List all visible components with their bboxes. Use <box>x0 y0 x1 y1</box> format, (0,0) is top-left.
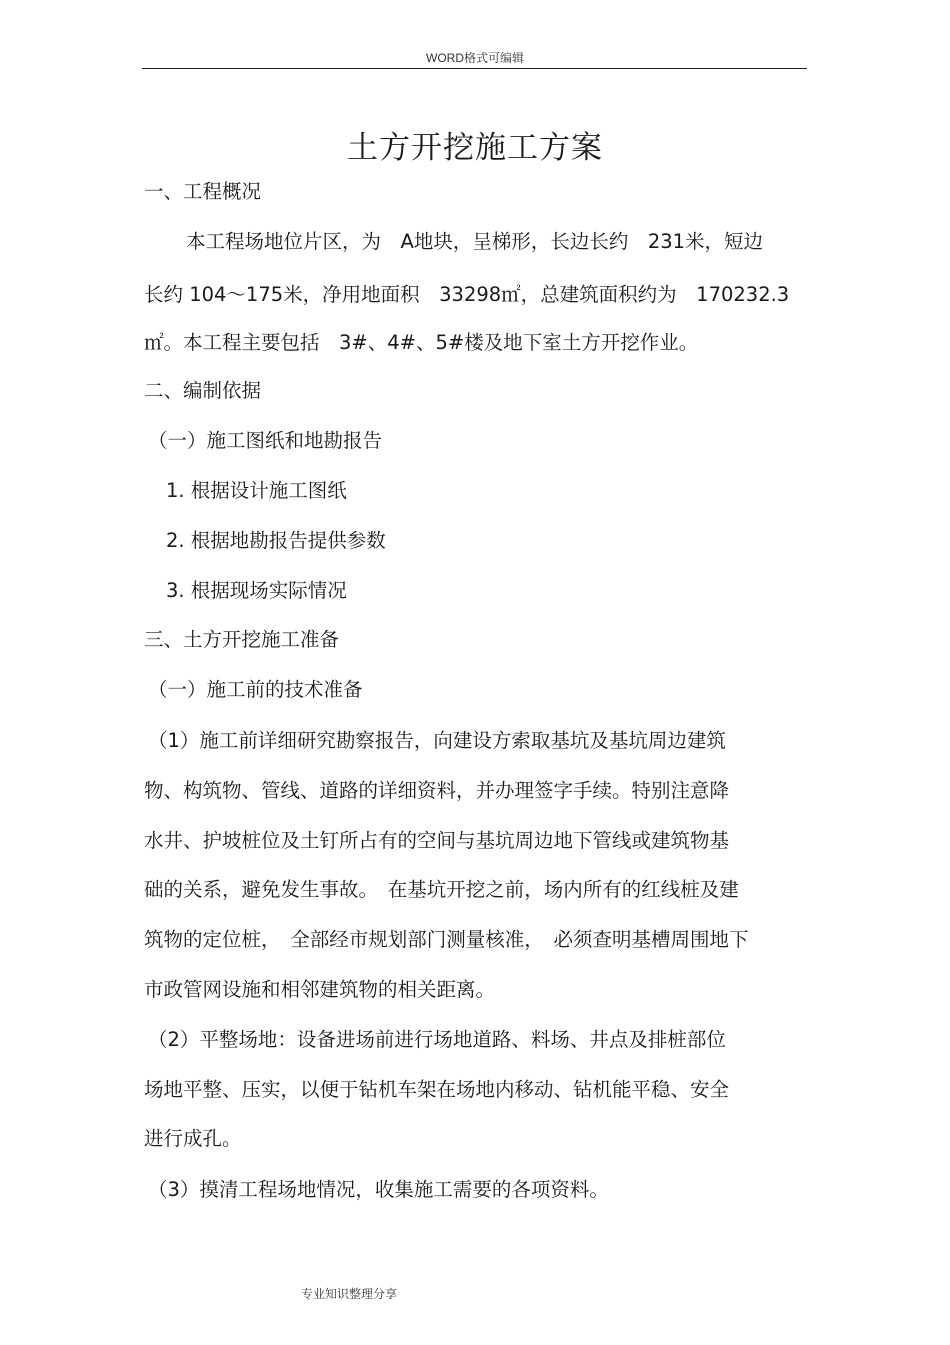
paragraph-line: 场地平整、压实，以便于钻机车架在场地内移动、钻机能平稳、安全 <box>144 1078 730 1101</box>
list-item: 2. 根据地勘报告提供参数 <box>166 529 386 552</box>
paragraph-line: 长约 104～175米，净用地面积 33298㎡，总建筑面积约为 170232.3 <box>144 283 790 306</box>
paragraph-line: 水井、护坡桩位及土钉所占有的空间与基坑周边地下管线或建筑物基 <box>144 829 730 852</box>
paragraph-line: 础的关系，避免发生事故。 在基坑开挖之前，场内所有的红线桩及建 <box>144 878 739 901</box>
page-header: WORD格式可编辑 <box>426 51 524 65</box>
section-heading-preparation: 三、土方开挖施工准备 <box>144 628 340 651</box>
subsection-heading: （一）施工图纸和地勘报告 <box>148 429 383 452</box>
paragraph-line: 本工程场地位片区，为 A地块，呈梯形，长边长约 231米，短边 <box>186 230 764 253</box>
paragraph-line: 市政管网设施和相邻建筑物的相关距离。 <box>144 978 496 1001</box>
header-divider <box>142 68 807 69</box>
paragraph-line: （3）摸清工程场地情况，收集施工需要的各项资料。 <box>148 1178 609 1201</box>
paragraph-line: 进行成孔。 <box>144 1127 242 1150</box>
paragraph-line: （1）施工前详细研究勘察报告，向建设方索取基坑及基坑周边建筑 <box>148 729 726 752</box>
subsection-heading: （一）施工前的技术准备 <box>148 678 363 701</box>
paragraph-line: 筑物的定位桩， 全部经市规划部门测量核准， 必须查明基槽周围地下 <box>144 928 749 951</box>
list-item: 3. 根据现场实际情况 <box>166 579 347 602</box>
paragraph-line: （2）平整场地：设备进场前进行场地道路、料场、井点及排桩部位 <box>148 1028 726 1051</box>
paragraph-line: 物、构筑物、管线、道路的详细资料，并办理签字手续。特别注意降 <box>144 779 730 802</box>
list-item: 1. 根据设计施工图纸 <box>166 479 347 502</box>
section-heading-overview: 一、工程概况 <box>144 180 262 203</box>
section-heading-basis: 二、编制依据 <box>144 379 262 402</box>
paragraph-line: ㎡。本工程主要包括 3#、4#、5#楼及地下室土方开挖作业。 <box>144 331 699 354</box>
document-title: 土方开挖施工方案 <box>347 130 603 166</box>
page-footer: 专业知识整理分享 <box>301 1287 398 1301</box>
